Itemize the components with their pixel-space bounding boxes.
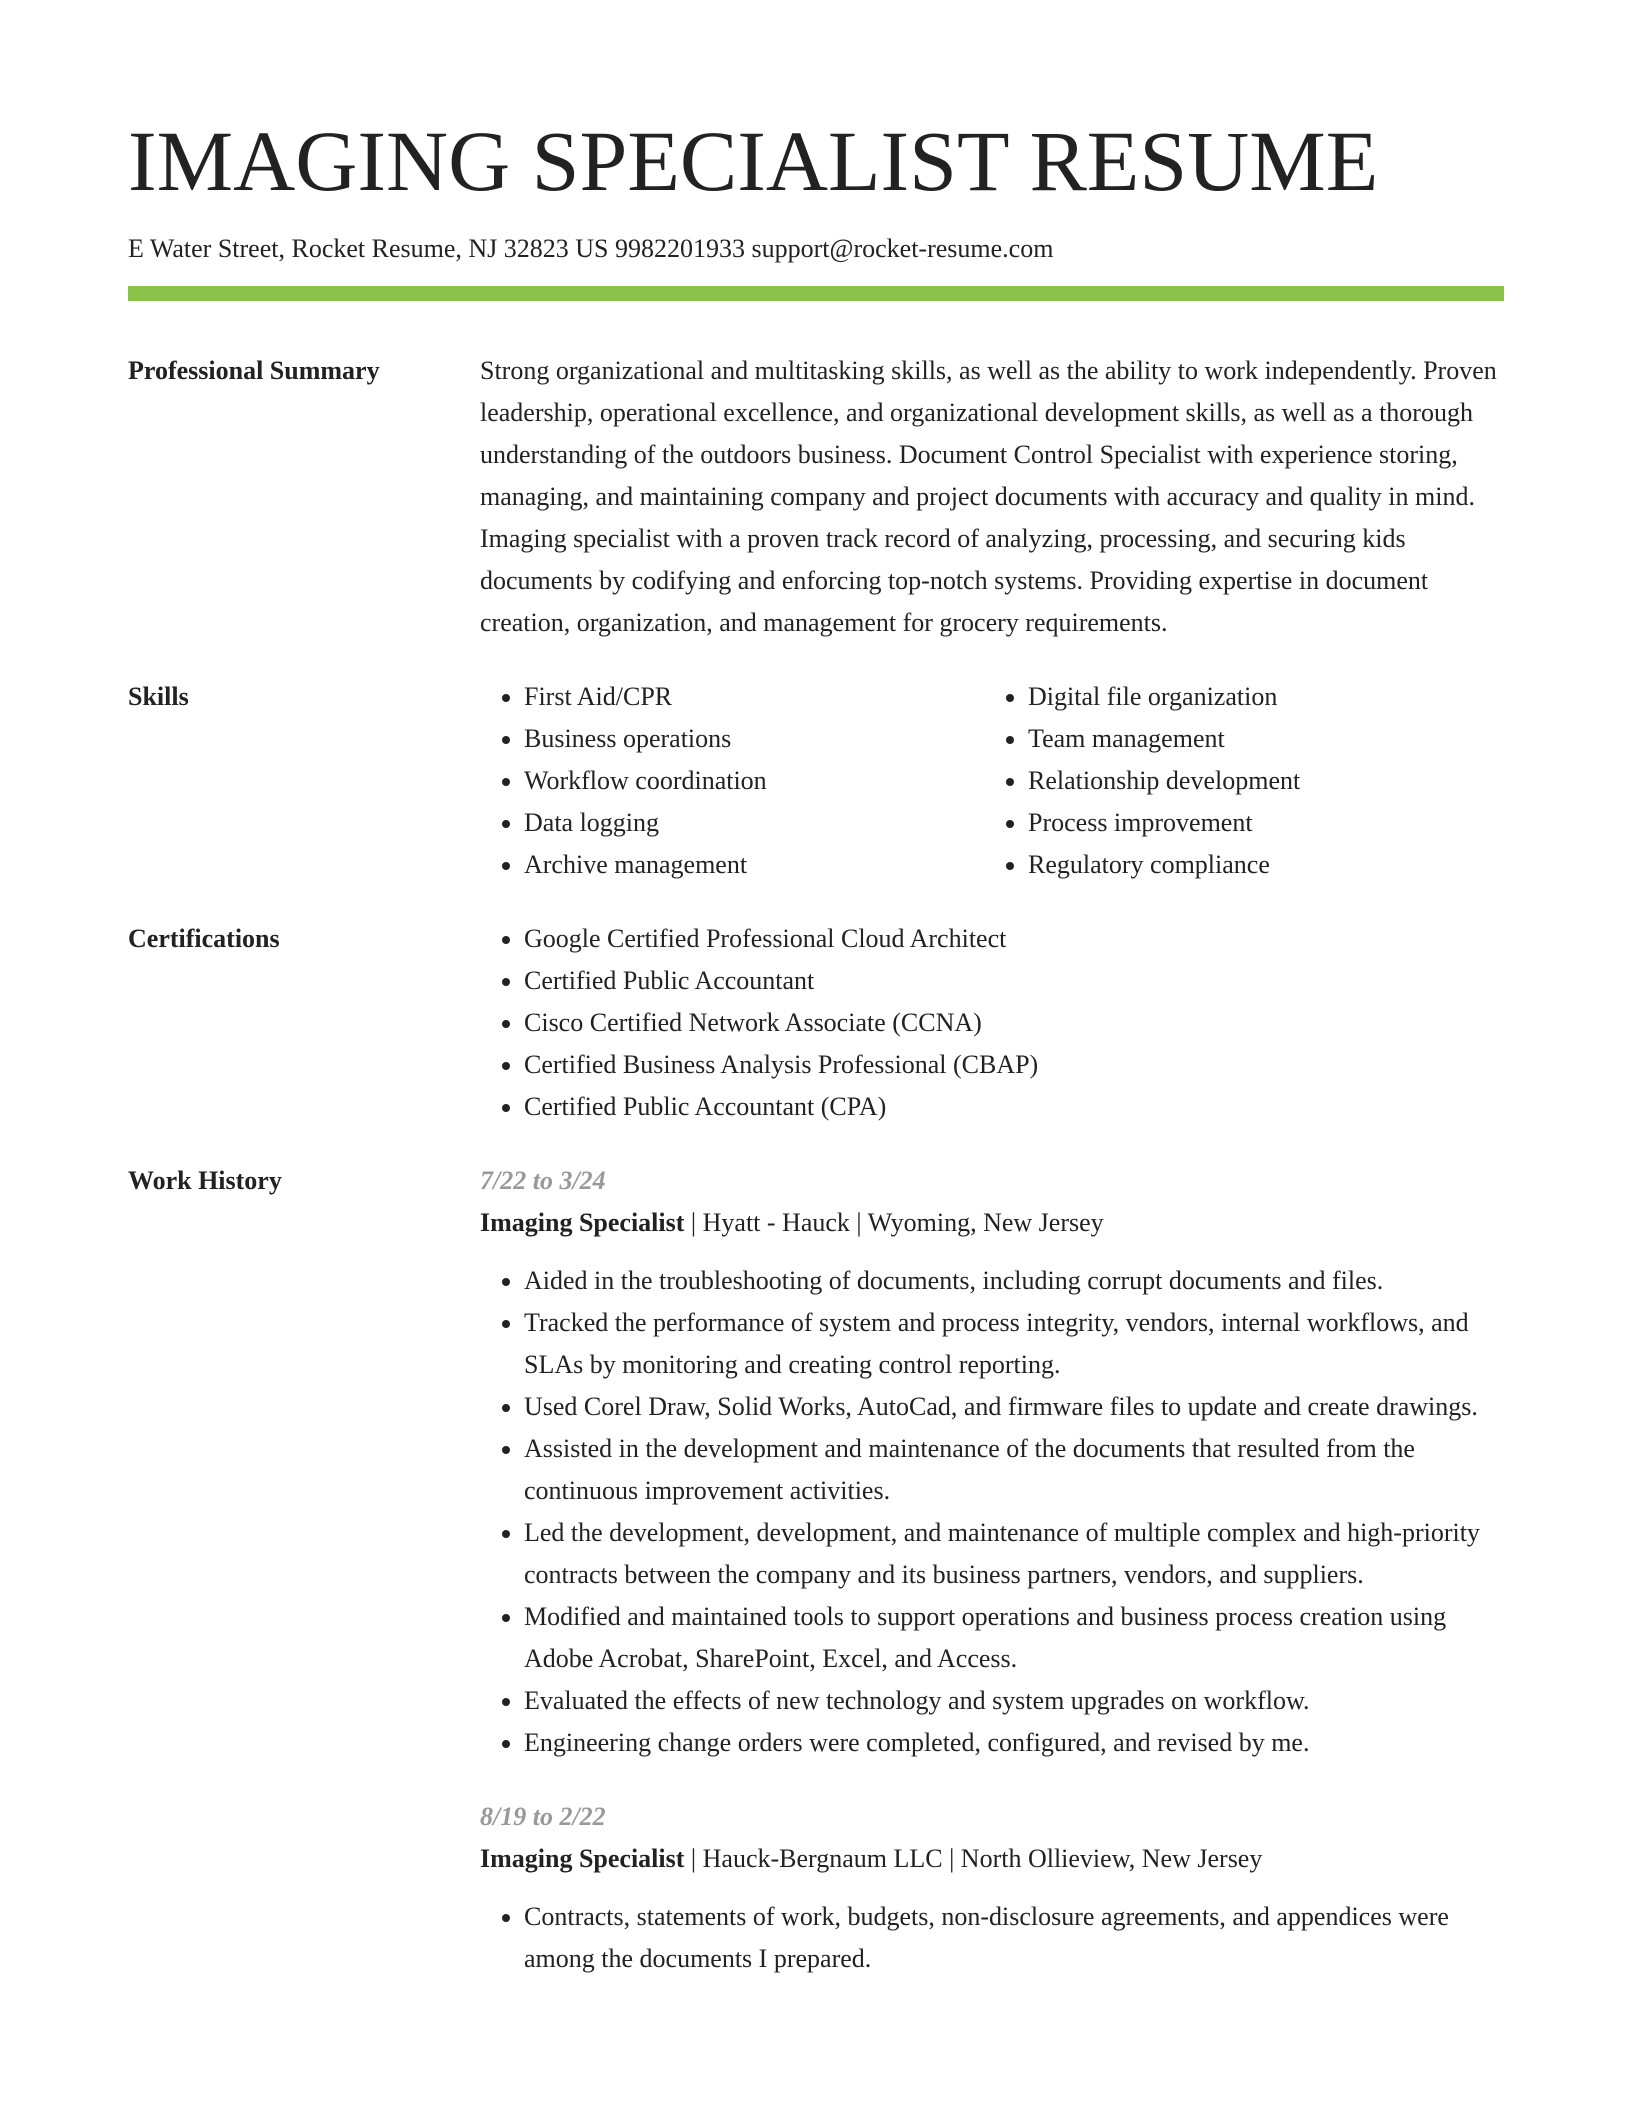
section-label-summary: Professional Summary [128, 356, 380, 385]
contact-line: E Water Street, Rocket Resume, NJ 32823 US 9982201933 support@rocket-resume.com [128, 234, 1054, 263]
section-work-history [128, 1160, 1504, 2012]
skill-item: • Data logging [524, 802, 984, 844]
skills-list-left [480, 676, 984, 886]
certification-item: • Certified Business Analysis Professional (CBAP) [524, 1044, 1504, 1086]
job-title: Imaging Specialist [480, 1208, 685, 1237]
skill-item: • Archive management [524, 844, 984, 886]
section-label-skills: Skills [128, 682, 189, 711]
skill-item: • First Aid/CPR [524, 676, 984, 718]
job-entry [480, 1796, 1504, 1980]
job-dates: 7/22 to 3/24 [480, 1166, 606, 1195]
job-bullets [480, 1260, 1504, 1764]
job-bullet: • Contracts, statements of work, budgets, non-disclosure agreements, and appendices were among the documents I prepared. [524, 1896, 1504, 1980]
certification-item: • Certified Public Accountant (CPA) [524, 1086, 1504, 1128]
summary-text: Strong organizational and multitasking skills, as well as the ability to work independently. Proven leadership, operational excellence, and organizational development skills, as well as a thorough understanding of the outdoors business. Document Control Specialist with experience storing, managing, and maintaining company and project documents with accuracy and quality in mind. Imaging specialist with a proven track record of analyzing, processing, and securing kids documents by codifying and enforcing top-notch systems. Providing expertise in document creation, organization, and management for grocery requirements. [480, 356, 1497, 637]
header-divider [128, 286, 1504, 301]
resume-content [128, 350, 1504, 2012]
skill-item: • Business operations [524, 718, 984, 760]
job-bullet: • Aided in the troubleshooting of documents, including corrupt documents and files. [524, 1260, 1504, 1302]
skill-item: • Regulatory compliance [1028, 844, 1488, 886]
skills-list-right [984, 676, 1488, 886]
section-label-certifications: Certifications [128, 924, 280, 953]
job-bullet: • Engineering change orders were completed, configured, and revised by me. [524, 1722, 1504, 1764]
skill-item: • Digital file organization [1028, 676, 1488, 718]
job-bullet: • Assisted in the development and maintenance of the documents that resulted from the continuous improvement activities. [524, 1428, 1504, 1512]
section-certifications [128, 918, 1504, 1128]
certification-item: • Certified Public Accountant [524, 960, 1504, 1002]
section-skills [128, 676, 1504, 886]
resume-title: IMAGING SPECIALIST RESUME [128, 113, 1379, 209]
job-details: | Hauck-Bergnaum LLC | North Ollieview, New Jersey [684, 1844, 1263, 1873]
skill-item: • Relationship development [1028, 760, 1488, 802]
job-bullets [480, 1896, 1504, 1980]
job-bullet: • Used Corel Draw, Solid Works, AutoCad, and firmware files to update and create drawings. [524, 1386, 1504, 1428]
section-professional-summary [128, 350, 1504, 644]
job-title-line [480, 1838, 1504, 1880]
job-dates: 8/19 to 2/22 [480, 1802, 606, 1831]
job-bullet: • Tracked the performance of system and process integrity, vendors, internal workflows, and SLAs by monitoring and creating control reporting. [524, 1302, 1504, 1386]
job-bullet: • Led the development, development, and maintenance of multiple complex and high-priority contracts between the company and its business partners, vendors, and suppliers. [524, 1512, 1504, 1596]
skill-item: • Workflow coordination [524, 760, 984, 802]
job-entry [480, 1160, 1504, 1764]
job-title: Imaging Specialist [480, 1844, 685, 1873]
job-bullet: • Evaluated the effects of new technology and system upgrades on workflow. [524, 1680, 1504, 1722]
job-details: | Hyatt - Hauck | Wyoming, New Jersey [684, 1208, 1104, 1237]
job-bullet: • Modified and maintained tools to support operations and business process creation using Adobe Acrobat, SharePoint, Excel, and Access. [524, 1596, 1504, 1680]
skill-item: • Process improvement [1028, 802, 1488, 844]
certification-item: • Google Certified Professional Cloud Architect [524, 918, 1504, 960]
certification-item: • Cisco Certified Network Associate (CCNA) [524, 1002, 1504, 1044]
certifications-list [480, 918, 1504, 1128]
job-title-line [480, 1202, 1504, 1244]
section-label-work-history: Work History [128, 1166, 282, 1195]
skill-item: • Team management [1028, 718, 1488, 760]
